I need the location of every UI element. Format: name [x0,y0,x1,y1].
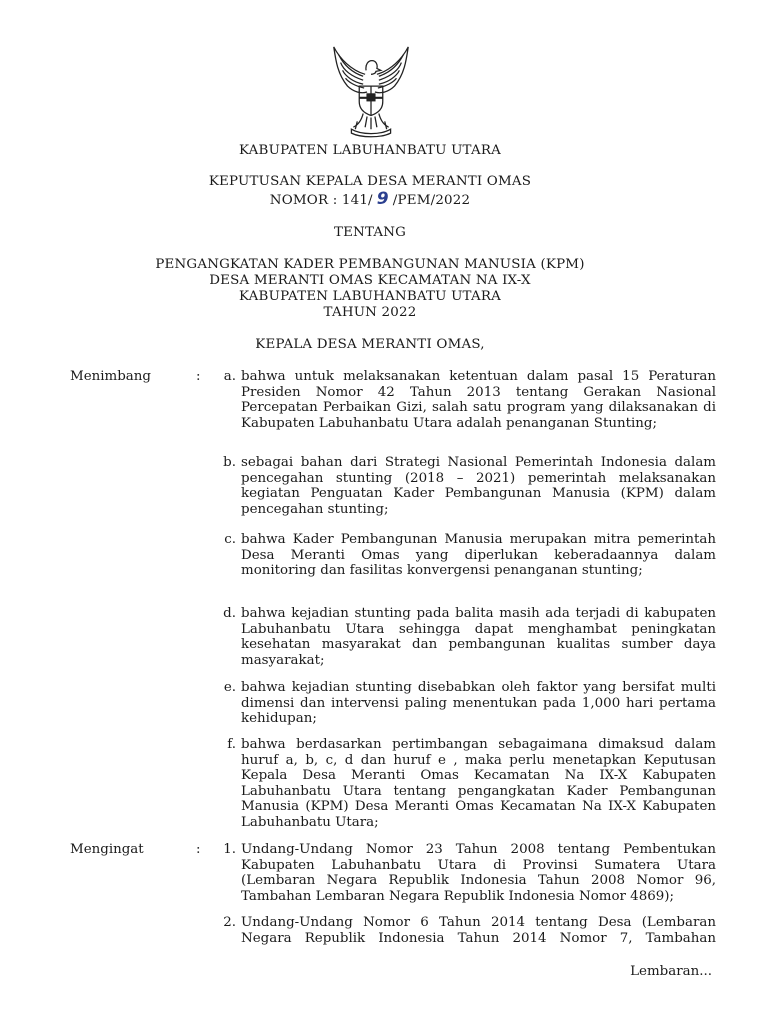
village-head-heading: KEPALA DESA MERANTI OMAS, [255,337,485,352]
item-marker: 1. [223,842,236,857]
mengingat-label: Mengingat [70,842,144,857]
item-marker: b. [223,455,236,470]
regency-heading: KABUPATEN LABUHANBATU UTARA [239,143,501,158]
menimbang-colon: : [196,369,201,384]
item-marker: f. [227,737,236,752]
item-text: bahwa kejadian stunting pada balita masih ada terjadi di kabupaten Labuhanbatu Utara sehingga dapat menghambat peningkatan kesehatan masyarakat dan pembangunan kualitas sumber daya masyarakat; [241,606,716,668]
menimbang-item-c [208,532,716,579]
menimbang-item-a [208,369,716,431]
item-text: Undang-Undang Nomor 23 Tahun 2008 tentang Pembentukan Kabupaten Labuhanbatu Utara di Provinsi Sumatera Utara (Lembaran Negara Republik Indonesia Tahun 2008 Nomor 96, Tambahan Lembaran Negara Republik Indonesia Nomor 4869); [241,842,716,904]
subject-line-1: PENGANGKATAN KADER PEMBANGUNAN MANUSIA (KPM) [155,257,585,272]
item-marker: d. [223,606,236,621]
subject-line-4: TAHUN 2022 [323,305,417,320]
item-marker: e. [223,680,236,695]
mengingat-item-1 [208,842,716,904]
mengingat-colon: : [196,842,201,857]
menimbang-item-d [208,606,716,668]
menimbang-item-f [208,737,716,831]
decree-number [120,191,620,209]
item-text: bahwa kejadian stunting disebabkan oleh faktor yang bersifat multi dimensi dan intervensi paling menentukan pada 1,000 hari pertama kehidupan; [241,680,716,727]
mengingat-item-2 [208,915,716,946]
garuda-emblem-icon [322,40,420,140]
item-marker: a. [223,369,236,384]
menimbang-item-e [208,680,716,727]
item-text: bahwa berdasarkan pertimbangan sebagaimana dimaksud dalam huruf a, b, c, d dan huruf e , maka perlu menetapkan Keputusan Kepala Desa Meranti Omas Kecamatan Na IX-X Kabupaten Labuhanbatu Utara tentang pengangkatan Kader Pembangunan Manusia (KPM) Desa Meranti Omas Kecamatan Na IX-X Kabupaten Labuhanbatu Utara; [241,737,716,830]
decree-number-handwritten: 9 [376,189,389,209]
subject-line-2: DESA MERANTI OMAS KECAMATAN NA IX-X [209,273,531,288]
decree-number-prefix: NOMOR : 141/ [269,193,373,208]
item-text: bahwa untuk melaksanakan ketentuan dalam pasal 15 Peraturan Presiden Nomor 42 Tahun 2013 tentang Gerakan Nasional Percepatan Perbaikan Gizi, salah satu program yang dilaksanakan di Kabupaten Labuhanbatu Utara adalah penanganan Stunting; [241,369,716,431]
item-text: Undang-Undang Nomor 6 Tahun 2014 tentang Desa (Lembaran Negara Republik Indonesia Tahun 2014 Nomor 7, Tambahan [241,915,716,946]
about-heading: TENTANG [333,225,407,240]
subject-line-3: KABUPATEN LABUHANBATU UTARA [239,289,501,304]
menimbang-label: Menimbang [70,369,151,384]
decree-title: KEPUTUSAN KEPALA DESA MERANTI OMAS [208,174,532,189]
item-text: sebagai bahan dari Strategi Nasional Pemerintah Indonesia dalam pencegahan stunting (2018 – 2021) pemerintah melaksanakan kegiatan Penguatan Kader Pembangunan Manusia (KPM) dalam pencegahan stunting; [241,455,716,517]
item-marker: c. [224,532,236,547]
menimbang-item-b [208,455,716,517]
item-text: bahwa Kader Pembangunan Manusia merupakan mitra pemerintah Desa Meranti Omas yang diperlukan keberadaannya dalam monitoring dan fasilitas konvergensi penanganan stunting; [241,532,716,579]
page-continuation: Lembaran... [630,964,712,979]
decree-number-suffix: /PEM/2022 [392,193,471,208]
item-marker: 2. [223,915,236,930]
